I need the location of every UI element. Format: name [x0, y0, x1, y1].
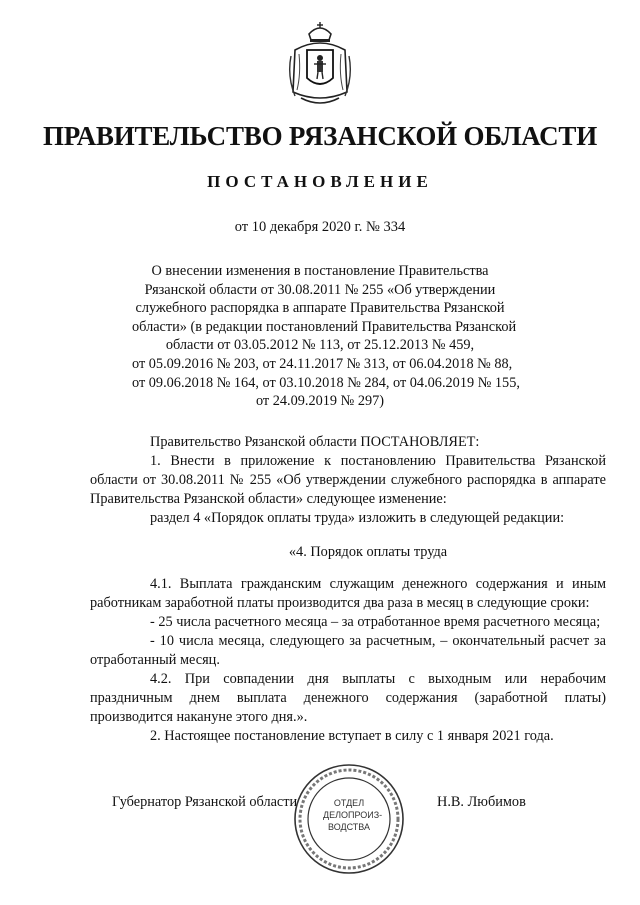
- subject-line: области» (в редакции постановлений Правительства Рязанской: [132, 318, 517, 335]
- document-subject: [132, 262, 520, 411]
- subject-line: области от 03.05.2012 № 113, от 25.12.2013 № 459,: [165, 337, 475, 354]
- stamp-text: [323, 797, 383, 833]
- item-2: 2. Настоящее постановление вступает в силу с 1 января 2021 года.: [150, 728, 554, 744]
- signatory-position: Губернатор Рязанской области: [112, 794, 298, 810]
- subject-line: О внесении изменения в постановление Правительства: [151, 263, 489, 279]
- paragraph-4-1-b: - 10 числа месяца, следующего за расчетным, – окончательный расчет за отработанный месяц.: [90, 633, 606, 668]
- subject-line: служебного распорядка в аппарате Правительства Рязанской: [135, 300, 505, 317]
- item-1-section: раздел 4 «Порядок оплаты труда» изложить в следующей редакции:: [150, 510, 565, 526]
- document-body: [90, 433, 606, 746]
- coat-of-arms-icon: [287, 20, 353, 110]
- stamp-line: ДЕЛОПРОИЗ-: [323, 810, 383, 820]
- subject-line: от 05.09.2016 № 203, от 24.11.2017 № 313, от 06.04.2018 № 88,: [132, 355, 513, 372]
- item-1: 1. Внести в приложение к постановлению Правительства Рязанской области от 30.08.2011 № 255 «Об утверждении служебного распорядка в аппарате Правительства Рязанской области» следующее изменение:: [90, 453, 606, 507]
- resolution-intro: Правительство Рязанской области ПОСТАНОВЛЯЕТ:: [150, 434, 480, 450]
- paragraph-4-2: 4.2. При совпадении дня выплаты с выходным или нерабочим праздничным днем выплата денежного содержания (заработной платы) производится накануне этого дня.».: [90, 671, 606, 725]
- document-type: ПОСТАНОВЛЕНИЕ: [207, 172, 433, 191]
- subject-line: Рязанской области от 30.08.2011 № 255 «Об утверждении: [144, 281, 496, 298]
- document-date: от 10 декабря 2020 г. № 334: [234, 219, 406, 235]
- stamp-line: ОТДЕЛ: [333, 798, 365, 808]
- section-heading: «4. Порядок оплаты труда: [288, 544, 448, 560]
- paragraph-4-1: 4.1. Выплата гражданским служащим денежного содержания и иным работникам заработной платы производится два раза в месяц в следующие сроки:: [90, 576, 606, 611]
- signatory-name: Н.В. Любимов: [437, 794, 526, 810]
- government-title: ПРАВИТЕЛЬСТВО РЯЗАНСКОЙ ОБЛАСТИ: [42, 121, 598, 151]
- subject-line: от 09.06.2018 № 164, от 03.10.2018 № 284, от 04.06.2019 № 155,: [132, 374, 520, 391]
- paragraph-4-1-a: - 25 числа расчетного месяца – за отработанное время расчетного месяца;: [150, 614, 601, 630]
- subject-line: от 24.09.2019 № 297): [255, 393, 385, 410]
- stamp-line: ВОДСТВА: [327, 822, 370, 832]
